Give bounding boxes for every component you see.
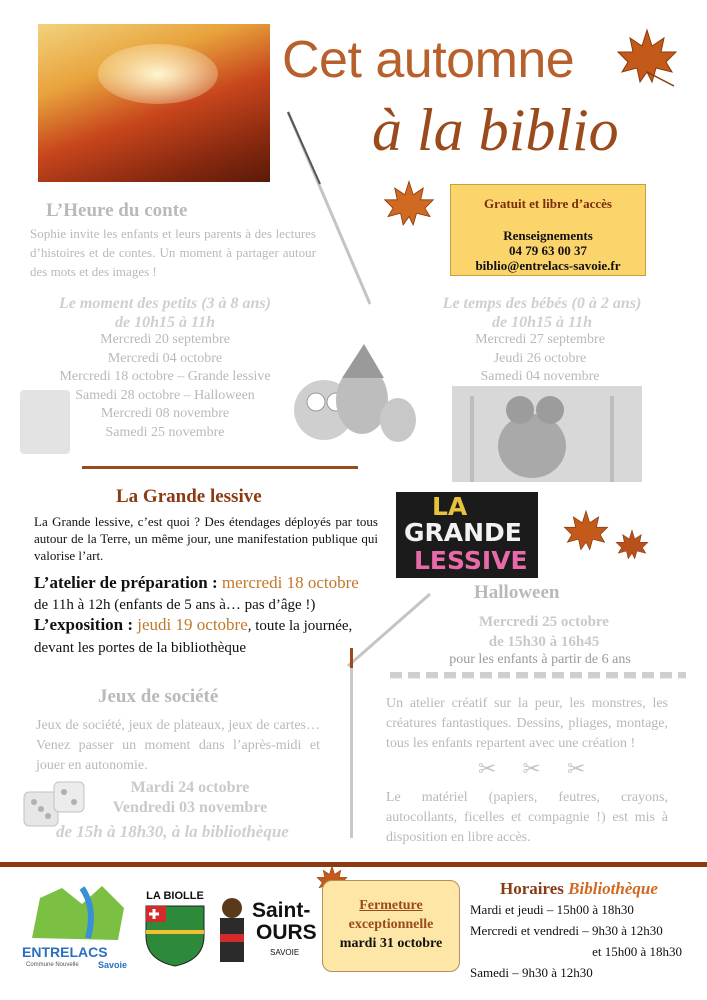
maple-leaf-icon [612, 26, 682, 88]
logo-subtext: Commune Nouvelle [26, 962, 79, 968]
atelier-label: L’atelier de préparation : [34, 573, 218, 592]
list-item: Mercredi 18 octobre – Grande lessive [59, 369, 271, 384]
footer-divider [0, 862, 707, 867]
bebes-dates [440, 331, 640, 387]
logo-text: Saint- [252, 899, 311, 922]
halloween-when [410, 612, 678, 652]
heure-du-conte-text: Sophie invite les enfants et leurs parents à des lectures d’histoires et de contes. Un moment à partager autour des mots et des images ! [30, 226, 316, 279]
expo-block [34, 614, 394, 659]
list-item: Samedi 04 novembre [480, 369, 600, 384]
petits-block [20, 294, 310, 332]
grande-lessive-text: La Grande lessive, c’est quoi ? Des étendages déployés par tous autour de la Terre, un même jour, une manifestation publique qui valorise l’art. [34, 514, 378, 563]
list-item: Samedi 28 octobre – Halloween [75, 387, 255, 403]
hours-line: et 15h00 à 18h30 [592, 944, 682, 959]
list-item: Jeudi 26 octobre [493, 350, 587, 366]
grande-lessive-banner [396, 492, 538, 578]
maple-leaf-icon [612, 528, 652, 562]
autumn-leaves-photo [38, 24, 270, 182]
halloween-date: Mercredi 25 octobre [479, 614, 609, 630]
hours-line: Mercredi et vendredi – 9h30 à 12h30 [470, 923, 663, 938]
atelier-detail: de 11h à 12h (enfants de 5 ans à… pas d’âge !) [34, 597, 316, 613]
halloween-time: de 15h30 à 16h45 [488, 634, 600, 650]
banner-text: LA [432, 492, 468, 521]
info-phone[interactable]: 04 79 63 00 37 [509, 243, 587, 258]
halloween-text2: Le matériel (papiers, feutres, crayons, autocollants, ficelles et compagnie !) est mis à disposition en libre accès. [386, 790, 668, 845]
info-box [450, 184, 646, 276]
title-line1: Cet automne [282, 31, 575, 89]
halloween-title: Halloween [474, 582, 560, 603]
scissors-icon: ✂✂✂ [478, 756, 612, 781]
list-item: Mercredi 20 septembre [100, 332, 230, 347]
hours-title-text: Horaires [500, 879, 564, 898]
logo-text: LA BIOLLE [146, 890, 204, 902]
closure-date: mardi 31 octobre [339, 936, 443, 951]
banner-text: LESSIVE [414, 546, 528, 575]
maple-leaf-icon [376, 178, 442, 230]
bebes-title: Le temps des bébés (0 à 2 ans) [442, 295, 642, 312]
la-biolle-logo [140, 890, 210, 970]
jeux-title: Jeux de société [98, 686, 219, 707]
closure-notice [322, 880, 460, 972]
logo-text: ENTRELACS [22, 944, 108, 960]
decorative-line [350, 648, 353, 838]
bebes-block [412, 294, 672, 332]
petits-dates [40, 331, 290, 442]
logo-subtext: SAVOIE [270, 948, 300, 957]
info-box-title: Gratuit et libre d’accès [484, 196, 612, 211]
heure-du-conte-title: L’Heure du conte [46, 200, 188, 221]
banner-text: GRANDE [404, 518, 522, 547]
expo-label: L’exposition : [34, 615, 134, 634]
hours-line: Samedi – 9h30 à 12h30 [470, 965, 593, 980]
info-label: Renseignements [503, 228, 593, 243]
halloween-text1: Un atelier créatif sur la peur, les monstres, les créatures fantastiques. Dessins, pliages, montage, tous les enfants repartent avec une création ! [386, 696, 668, 751]
petits-title: Le moment des petits (3 à 8 ans) [59, 295, 271, 312]
atelier-block [34, 572, 384, 616]
expo-detail-place: devant les portes de la bibliothèque [34, 640, 247, 656]
closure-line: Fermeture [359, 898, 423, 913]
list-item: Mercredi 27 septembre [475, 332, 605, 347]
bebes-time: de 10h15 à 11h [491, 314, 592, 331]
expo-date: jeudi 19 octobre [137, 615, 248, 634]
hours-title [500, 878, 690, 899]
atelier-date: mercredi 18 octobre [221, 573, 359, 592]
petits-time: de 10h15 à 11h [114, 314, 215, 331]
logo-text: OURS [256, 921, 317, 944]
expo-detail: , toute la journée, [247, 618, 353, 634]
list-item: Samedi 25 novembre [105, 424, 225, 440]
bear-illustration [452, 386, 642, 482]
list-item: Mercredi 08 novembre [100, 406, 230, 421]
info-email[interactable]: biblio@entrelacs-savoie.fr [475, 258, 621, 273]
jeux-date2: Vendredi 03 novembre [112, 799, 268, 816]
jeux-time: de 15h à 18h30, à la bibliothèque [56, 822, 289, 841]
jeux-text: Jeux de société, jeux de plateaux, jeux de cartes… Venez passer un moment dans l’après-midi et jouer en autonomie. [36, 718, 320, 773]
jeux-date1: Mardi 24 octobre [130, 779, 250, 796]
title-line2: à la biblio [372, 97, 619, 163]
entrelacs-logo [22, 878, 134, 970]
ghost-illustration [20, 390, 70, 454]
hours-line: Mardi et jeudi – 15h00 à 18h30 [470, 902, 634, 917]
grande-lessive-title: La Grande lessive [116, 486, 262, 507]
witch-cat-illustration [284, 340, 424, 450]
hours-brand: Bibliothèque [568, 879, 658, 898]
saint-ours-logo [212, 892, 320, 972]
bunting-decoration [390, 672, 686, 688]
opening-hours [470, 878, 690, 983]
jeux-dates [90, 778, 290, 818]
logo-subtext: Savoie [98, 960, 128, 970]
closure-line: exceptionnelle [348, 917, 434, 932]
halloween-audience: pour les enfants à partir de 6 ans [449, 652, 631, 667]
maple-leaf-icon [560, 498, 612, 564]
list-item: Mercredi 04 octobre [107, 350, 223, 366]
section-divider [82, 466, 358, 469]
